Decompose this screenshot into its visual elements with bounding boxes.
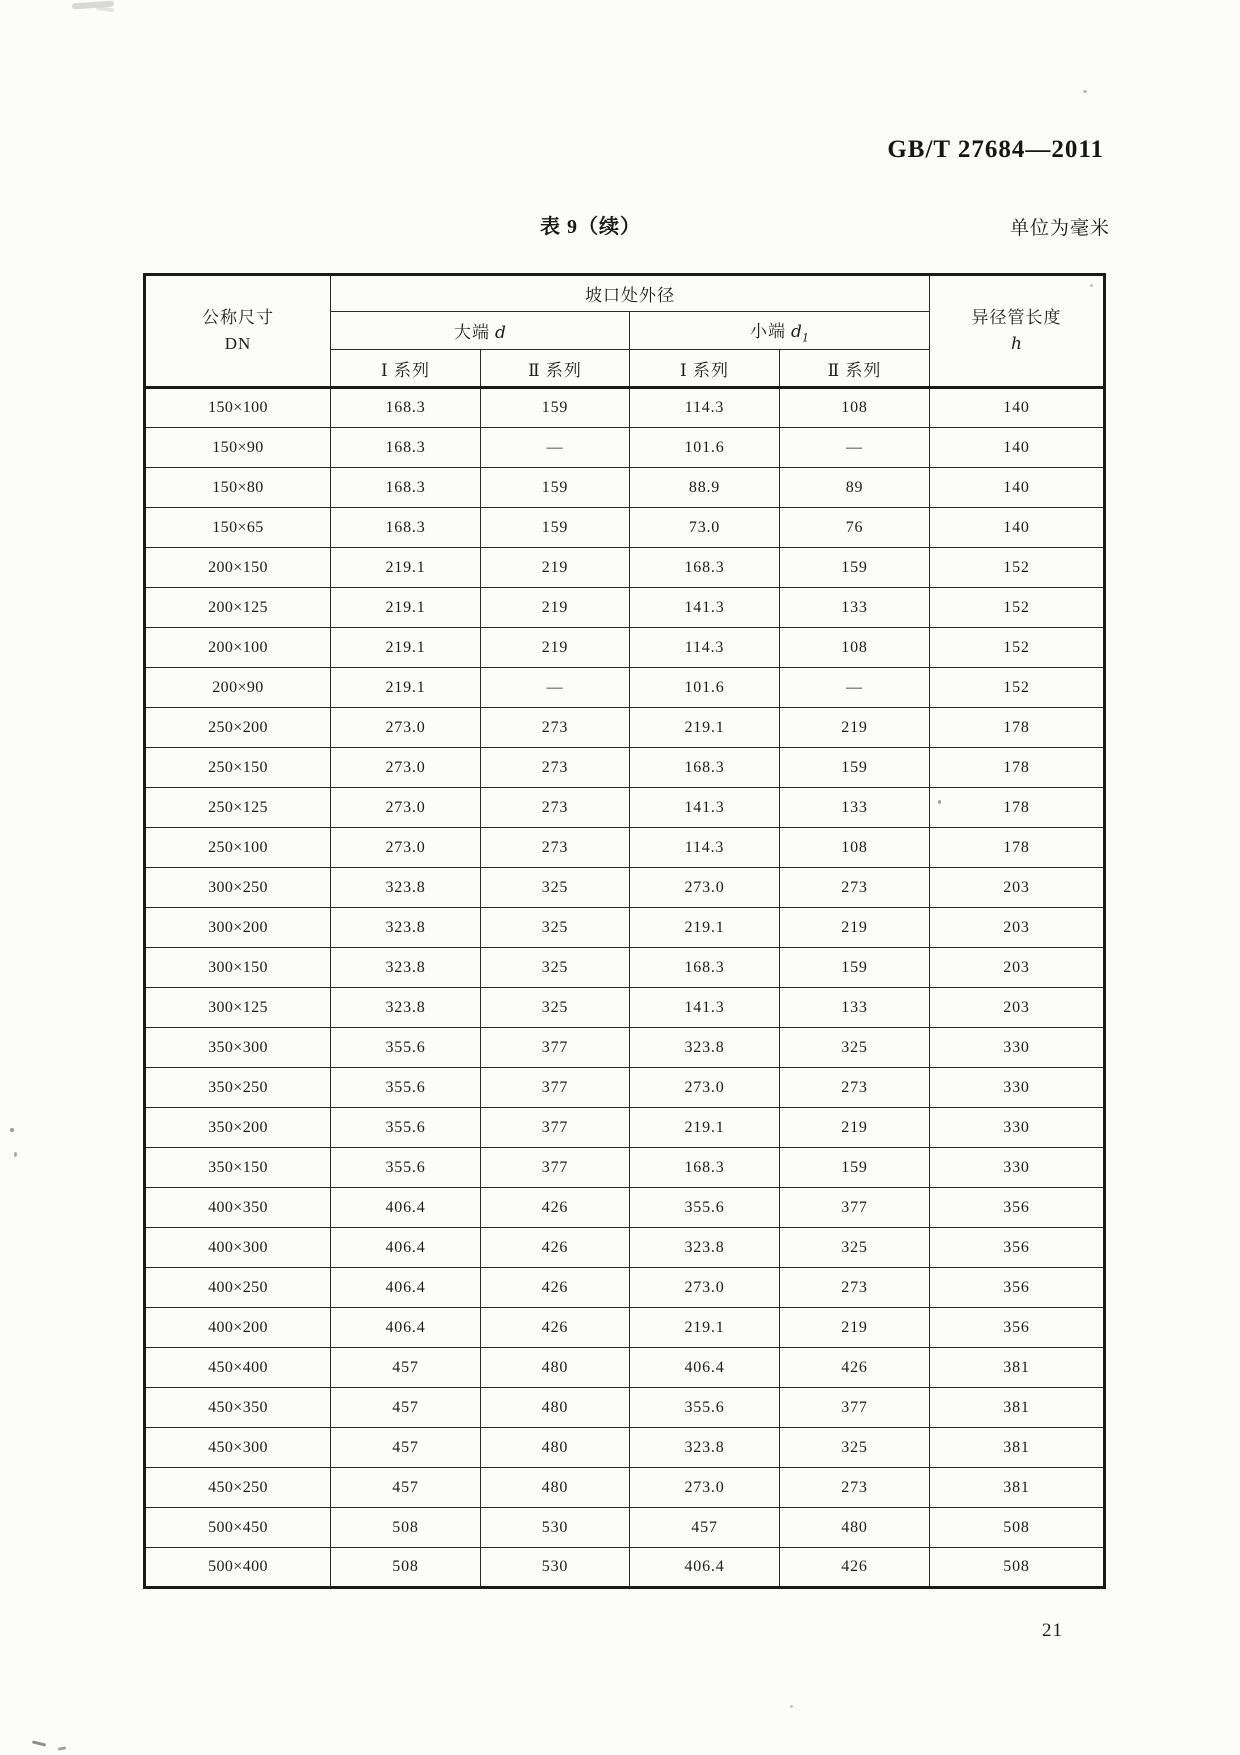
cell-value: 178 (930, 748, 1105, 788)
table-row (145, 1268, 1105, 1308)
cell-value: 406.4 (331, 1268, 481, 1308)
cell-value: 273.0 (630, 1068, 780, 1108)
cell-value: 219.1 (331, 628, 481, 668)
cell-value: 159 (780, 748, 930, 788)
cell-value: 330 (930, 1028, 1105, 1068)
cell-nominal-size: 400×250 (145, 1268, 331, 1308)
scan-artifact (790, 1705, 793, 1708)
cell-value: — (780, 428, 930, 468)
cell-value: 426 (481, 1188, 630, 1228)
cell-value: 323.8 (331, 988, 481, 1028)
table-row (145, 1388, 1105, 1428)
cell-value: 219 (481, 548, 630, 588)
cell-nominal-size: 350×200 (145, 1108, 331, 1148)
cell-value: 426 (481, 1308, 630, 1348)
table-row (145, 948, 1105, 988)
table-row (145, 868, 1105, 908)
cell-value: 168.3 (331, 428, 481, 468)
col-header-small-end-series-1: Ⅰ 系列 (630, 350, 780, 388)
cell-value: 406.4 (331, 1308, 481, 1348)
cell-value: 203 (930, 868, 1105, 908)
scan-artifact (14, 1152, 17, 1157)
table-row (145, 468, 1105, 508)
cell-value: 273 (780, 1268, 930, 1308)
cell-value: 219.1 (331, 668, 481, 708)
cell-value: 273 (481, 828, 630, 868)
cell-value: 355.6 (630, 1188, 780, 1228)
cell-value: 426 (481, 1268, 630, 1308)
cell-value: 273 (481, 708, 630, 748)
cell-nominal-size: 200×100 (145, 628, 331, 668)
cell-value: 377 (481, 1068, 630, 1108)
cell-nominal-size: 450×350 (145, 1388, 331, 1428)
cell-value: 273.0 (331, 748, 481, 788)
cell-value: 325 (481, 948, 630, 988)
cell-value: 330 (930, 1148, 1105, 1188)
cell-value: 219.1 (630, 1308, 780, 1348)
cell-value: 168.3 (630, 748, 780, 788)
cell-nominal-size: 500×450 (145, 1508, 331, 1548)
cell-nominal-size: 300×125 (145, 988, 331, 1028)
cell-value: 457 (331, 1428, 481, 1468)
cell-value: 101.6 (630, 428, 780, 468)
table-row (145, 1308, 1105, 1348)
cell-value: 356 (930, 1268, 1105, 1308)
cell-value: 355.6 (331, 1028, 481, 1068)
cell-nominal-size: 250×100 (145, 828, 331, 868)
cell-value: 273.0 (331, 788, 481, 828)
col-header-reducer-length (930, 275, 1105, 388)
cell-nominal-size: 400×200 (145, 1308, 331, 1348)
cell-value: 140 (930, 388, 1105, 428)
cell-value: 480 (481, 1388, 630, 1428)
col-header-big-end: 大端 d (331, 312, 630, 350)
table-header (145, 275, 1105, 388)
cell-nominal-size: 250×200 (145, 708, 331, 748)
cell-value: 273.0 (630, 868, 780, 908)
scan-artifact (1083, 90, 1087, 93)
cell-value: 101.6 (630, 668, 780, 708)
cell-nominal-size: 350×250 (145, 1068, 331, 1108)
standard-number: GB/T 27684—2011 (887, 136, 1104, 163)
scan-artifact (32, 1740, 46, 1746)
cell-value: 152 (930, 668, 1105, 708)
cell-value: 325 (780, 1028, 930, 1068)
cell-value: 381 (930, 1428, 1105, 1468)
table-row (145, 908, 1105, 948)
cell-value: 355.6 (331, 1108, 481, 1148)
cell-value: 273 (780, 1468, 930, 1508)
table-row (145, 1548, 1105, 1588)
cell-value: 330 (930, 1068, 1105, 1108)
cell-value: 133 (780, 988, 930, 1028)
cell-value: 273.0 (331, 708, 481, 748)
table-row (145, 748, 1105, 788)
nominal-size-label: 公称尺寸 (202, 308, 274, 327)
cell-value: 325 (780, 1428, 930, 1468)
cell-value: 152 (930, 628, 1105, 668)
cell-value: 377 (481, 1028, 630, 1068)
unit-note: 单位为毫米 (1009, 218, 1110, 239)
cell-value: 325 (481, 908, 630, 948)
cell-value: 356 (930, 1308, 1105, 1348)
table-title: 表 9（续） (540, 216, 641, 238)
table-row (145, 1068, 1105, 1108)
cell-value: 159 (780, 1148, 930, 1188)
cell-value: 159 (481, 468, 630, 508)
col-header-big-end-series-2: Ⅱ 系列 (481, 350, 630, 388)
cell-value: 168.3 (331, 388, 481, 428)
col-header-bevel-outer-diameter: 坡口处外径 (331, 275, 930, 312)
cell-value: 76 (780, 508, 930, 548)
cell-value: 356 (930, 1188, 1105, 1228)
cell-nominal-size: 300×250 (145, 868, 331, 908)
table-row (145, 1468, 1105, 1508)
cell-nominal-size: 350×300 (145, 1028, 331, 1068)
cell-value: 114.3 (630, 828, 780, 868)
cell-value: 508 (331, 1508, 481, 1548)
cell-value: 273.0 (331, 828, 481, 868)
cell-value: 203 (930, 908, 1105, 948)
reducer-dimensions-table (143, 273, 1106, 1589)
cell-value: 457 (331, 1348, 481, 1388)
cell-value: 355.6 (331, 1148, 481, 1188)
reducer-length-label: 异径管长度 (971, 308, 1062, 327)
cell-value: 159 (481, 388, 630, 428)
cell-value: 530 (481, 1548, 630, 1588)
cell-value: 219.1 (630, 908, 780, 948)
table-row (145, 1148, 1105, 1188)
small-end-symbol: $d_1$ (791, 321, 809, 345)
cell-value: 457 (331, 1468, 481, 1508)
scan-artifact (96, 6, 114, 12)
cell-value: 323.8 (630, 1228, 780, 1268)
scan-artifact (10, 1128, 14, 1132)
cell-value: 168.3 (630, 548, 780, 588)
cell-nominal-size: 150×65 (145, 508, 331, 548)
cell-value: 108 (780, 828, 930, 868)
col-header-small-end: 小端 $d_1$ (630, 312, 930, 350)
cell-value: 480 (481, 1348, 630, 1388)
cell-value: 273 (780, 1068, 930, 1108)
scan-artifact (72, 1, 114, 10)
cell-value: 457 (630, 1508, 780, 1548)
cell-value: 273 (481, 788, 630, 828)
cell-value: 377 (780, 1188, 930, 1228)
cell-value: 219 (780, 908, 930, 948)
cell-value: 152 (930, 588, 1105, 628)
table-row (145, 1108, 1105, 1148)
cell-value: 381 (930, 1388, 1105, 1428)
cell-value: 480 (481, 1468, 630, 1508)
table-row (145, 1028, 1105, 1068)
cell-value: 381 (930, 1468, 1105, 1508)
table-body (145, 388, 1105, 1588)
cell-value: 219 (481, 588, 630, 628)
cell-value: 159 (780, 548, 930, 588)
table-row (145, 548, 1105, 588)
cell-value: 406.4 (630, 1548, 780, 1588)
cell-value: 178 (930, 708, 1105, 748)
scan-artifact (58, 1746, 66, 1750)
cell-value: 203 (930, 948, 1105, 988)
table-row (145, 628, 1105, 668)
cell-nominal-size: 200×150 (145, 548, 331, 588)
table-row (145, 388, 1105, 428)
reducer-length-symbol: h (1011, 334, 1022, 354)
cell-value: 219 (780, 708, 930, 748)
cell-value: 219 (481, 628, 630, 668)
cell-value: 219.1 (331, 588, 481, 628)
cell-value: 377 (481, 1108, 630, 1148)
cell-nominal-size: 450×400 (145, 1348, 331, 1388)
cell-value: 219 (780, 1108, 930, 1148)
cell-nominal-size: 250×150 (145, 748, 331, 788)
col-header-big-end-series-1: Ⅰ 系列 (331, 350, 481, 388)
cell-value: 323.8 (630, 1028, 780, 1068)
cell-value: 406.4 (331, 1228, 481, 1268)
cell-value: 530 (481, 1508, 630, 1548)
cell-value: 140 (930, 428, 1105, 468)
cell-nominal-size: 300×200 (145, 908, 331, 948)
table-row (145, 1428, 1105, 1468)
cell-value: 88.9 (630, 468, 780, 508)
table-row (145, 588, 1105, 628)
cell-value: 219.1 (630, 708, 780, 748)
cell-value: 168.3 (331, 508, 481, 548)
cell-value: 108 (780, 628, 930, 668)
cell-nominal-size: 400×350 (145, 1188, 331, 1228)
cell-value: 168.3 (331, 468, 481, 508)
cell-value: 508 (930, 1548, 1105, 1588)
table-row (145, 1228, 1105, 1268)
cell-value: 114.3 (630, 388, 780, 428)
big-end-symbol: d (495, 323, 506, 343)
cell-value: 168.3 (630, 1148, 780, 1188)
cell-value: 108 (780, 388, 930, 428)
cell-value: — (481, 428, 630, 468)
cell-value: 140 (930, 468, 1105, 508)
cell-value: 159 (780, 948, 930, 988)
cell-value: 152 (930, 548, 1105, 588)
cell-value: 219.1 (630, 1108, 780, 1148)
cell-nominal-size: 150×80 (145, 468, 331, 508)
cell-value: 273 (780, 868, 930, 908)
cell-nominal-size: 500×400 (145, 1548, 331, 1588)
cell-nominal-size: 150×100 (145, 388, 331, 428)
table-row (145, 1348, 1105, 1388)
cell-value: 323.8 (331, 948, 481, 988)
table-row (145, 828, 1105, 868)
cell-value: 355.6 (331, 1068, 481, 1108)
nominal-size-symbol: DN (224, 334, 252, 353)
cell-value: 203 (930, 988, 1105, 1028)
cell-nominal-size: 200×125 (145, 588, 331, 628)
cell-value: 508 (331, 1548, 481, 1588)
cell-value: 508 (930, 1508, 1105, 1548)
cell-value: 377 (780, 1388, 930, 1428)
cell-value: 381 (930, 1348, 1105, 1388)
col-header-nominal-size (145, 275, 331, 388)
cell-value: 323.8 (331, 908, 481, 948)
cell-nominal-size: 400×300 (145, 1228, 331, 1268)
table-row (145, 788, 1105, 828)
cell-value: 141.3 (630, 988, 780, 1028)
cell-value: 323.8 (331, 868, 481, 908)
cell-nominal-size: 450×300 (145, 1428, 331, 1468)
cell-value: 273 (481, 748, 630, 788)
cell-value: 114.3 (630, 628, 780, 668)
cell-nominal-size: 300×150 (145, 948, 331, 988)
cell-value: 89 (780, 468, 930, 508)
cell-value: 168.3 (630, 948, 780, 988)
cell-value: 273.0 (630, 1268, 780, 1308)
cell-value: 406.4 (630, 1348, 780, 1388)
cell-value: 159 (481, 508, 630, 548)
cell-value: 325 (481, 868, 630, 908)
cell-value: 325 (481, 988, 630, 1028)
table-row (145, 988, 1105, 1028)
cell-value: 219 (780, 1308, 930, 1348)
cell-value: 141.3 (630, 588, 780, 628)
table-row (145, 668, 1105, 708)
cell-value: 426 (780, 1548, 930, 1588)
cell-value: 426 (481, 1228, 630, 1268)
cell-value: 323.8 (630, 1428, 780, 1468)
cell-value: 178 (930, 828, 1105, 868)
cell-value: 133 (780, 788, 930, 828)
table-row (145, 428, 1105, 468)
cell-value: 133 (780, 588, 930, 628)
cell-value: 355.6 (630, 1388, 780, 1428)
col-header-small-end-series-2: Ⅱ 系列 (780, 350, 930, 388)
cell-value: 140 (930, 508, 1105, 548)
cell-value: 219.1 (331, 548, 481, 588)
cell-value: 141.3 (630, 788, 780, 828)
table-row (145, 1508, 1105, 1548)
cell-value: 406.4 (331, 1188, 481, 1228)
table-row (145, 508, 1105, 548)
table-row (145, 708, 1105, 748)
cell-value: 178 (930, 788, 1105, 828)
cell-nominal-size: 350×150 (145, 1148, 331, 1188)
cell-value: 325 (780, 1228, 930, 1268)
cell-value: 426 (780, 1348, 930, 1388)
cell-value: 330 (930, 1108, 1105, 1148)
cell-value: — (481, 668, 630, 708)
page-number: 21 (1042, 1620, 1063, 1641)
cell-value: — (780, 668, 930, 708)
cell-value: 377 (481, 1148, 630, 1188)
cell-value: 73.0 (630, 508, 780, 548)
cell-nominal-size: 200×90 (145, 668, 331, 708)
cell-value: 457 (331, 1388, 481, 1428)
cell-value: 356 (930, 1228, 1105, 1268)
cell-nominal-size: 450×250 (145, 1468, 331, 1508)
table-row (145, 1188, 1105, 1228)
cell-nominal-size: 150×90 (145, 428, 331, 468)
cell-value: 273.0 (630, 1468, 780, 1508)
cell-value: 480 (481, 1428, 630, 1468)
cell-nominal-size: 250×125 (145, 788, 331, 828)
cell-value: 480 (780, 1508, 930, 1548)
